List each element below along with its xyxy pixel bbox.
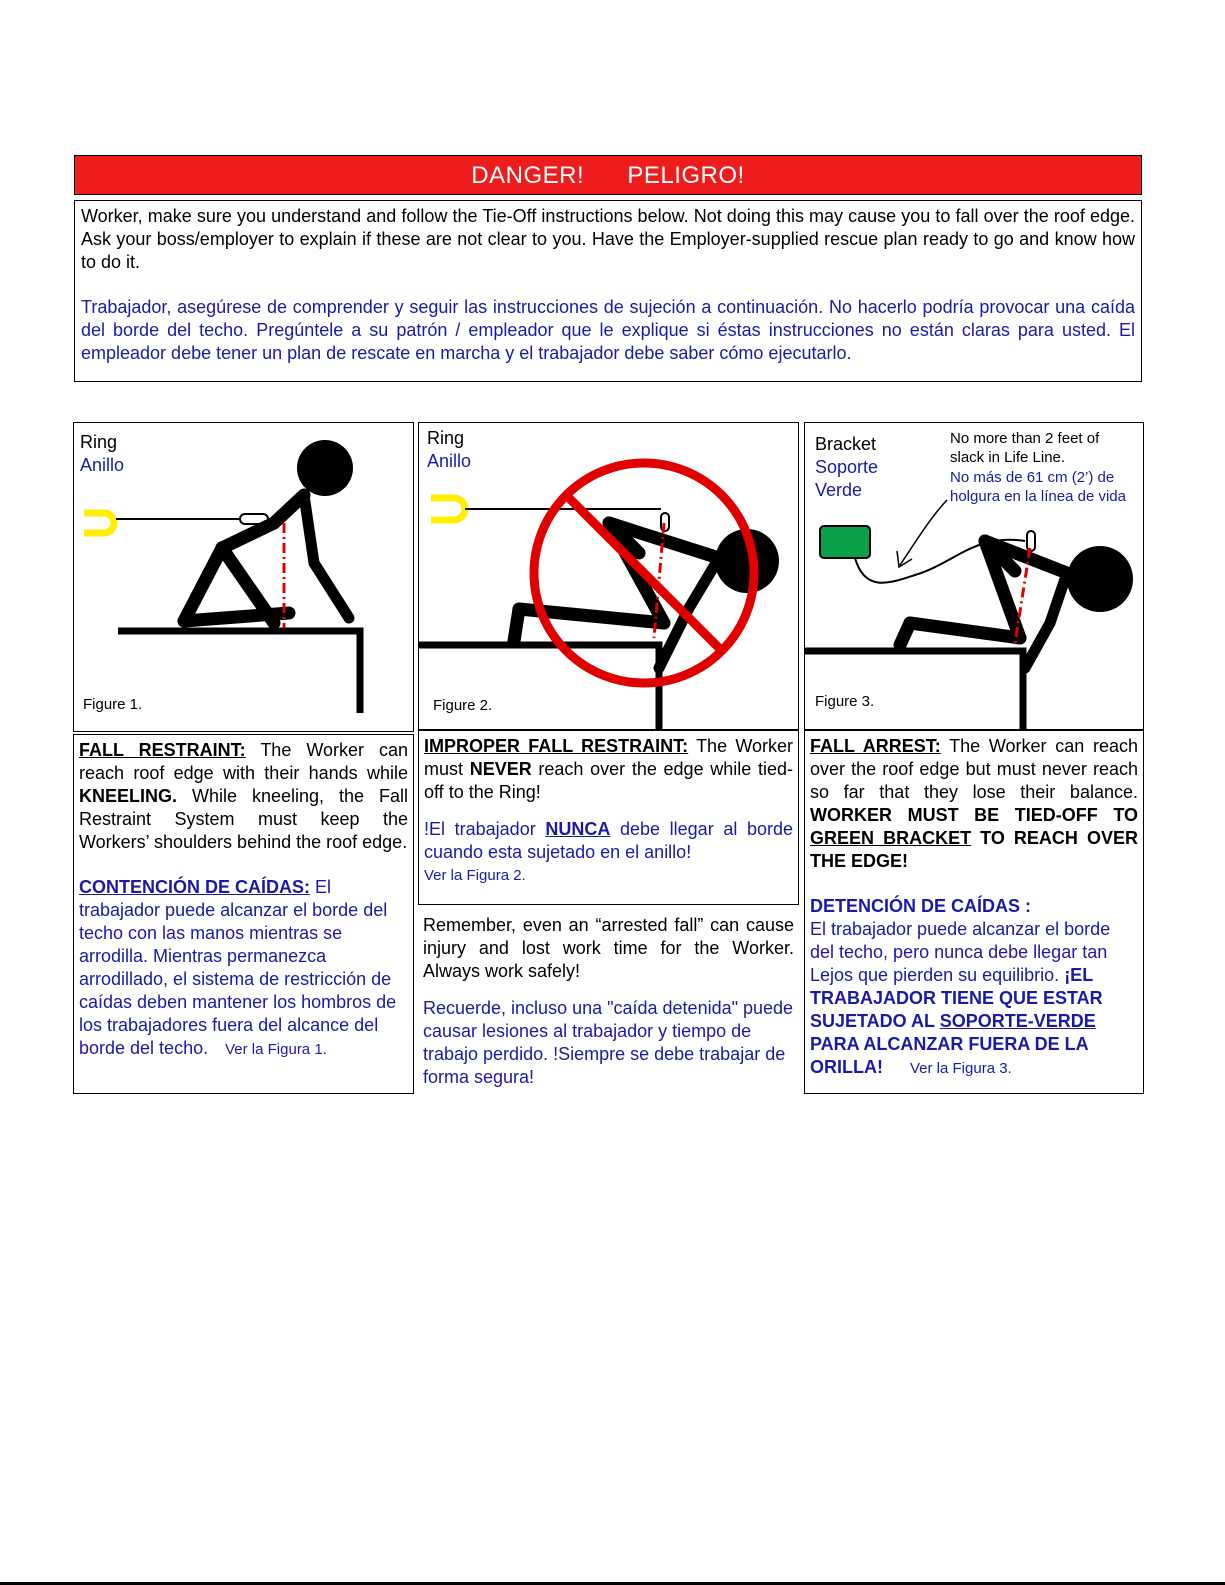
- remember-spanish: Recuerde, incluso una "caída detenida" puede causar lesiones al trabajador y tiempo de trabajo perdido. !Siempre se debe trabajar de forma segura!: [423, 998, 794, 1087]
- figure-2-reference: Ver la Figura 2.: [424, 867, 526, 884]
- anillo-label: Anillo: [427, 451, 472, 471]
- kneeling-emphasis: KNEELING.: [79, 786, 178, 806]
- fall-restraint-body-1: The Worker can reach roof edge with their hands while: [79, 740, 408, 783]
- detencion-heading: DETENCIÓN DE CAÍDAS :: [810, 896, 1032, 916]
- figure-3-reference: Ver la Figura 3.: [910, 1060, 1012, 1077]
- soporte-label: Soporte: [815, 457, 879, 477]
- figure-1-panel: [73, 422, 414, 732]
- anillo-label: Anillo: [80, 455, 125, 475]
- improper-restraint-text: [418, 730, 799, 905]
- never-emphasis: NEVER: [469, 759, 532, 779]
- nunca-emphasis: NUNCA: [545, 819, 611, 839]
- figure-2-panel: [418, 422, 799, 730]
- fall-restraint-body-2: While kneeling, the Fall Restraint System must keep the Workers’ shoulders behind the roof edge.: [79, 786, 408, 852]
- slack-note-spanish: No más de 61 cm (2’) de holgura en la línea de vida: [950, 469, 1126, 505]
- peligro-label: PELIGRO!: [627, 162, 745, 189]
- figure-3-caption: Figure 3.: [815, 693, 875, 710]
- alcanzar-fuera: PARA ALCANZAR FUERA DE LA ORILLA!: [810, 1034, 1088, 1077]
- improper-body-1: The Worker must: [424, 736, 793, 779]
- ring-label: Ring: [427, 428, 465, 448]
- verde-label: Verde: [815, 480, 863, 500]
- nunca-body-2: debe llegar al borde cuando esta sujetado en el anillo!: [424, 819, 794, 862]
- remember-text: [418, 910, 799, 1093]
- tiene-que-estar: ¡EL TRABAJADOR TIENE QUE ESTAR SUJETADO AL: [810, 965, 1103, 1031]
- fall-arrest-text: [804, 730, 1144, 1094]
- danger-banner: [74, 155, 1142, 195]
- figure-1-illustration: [74, 423, 414, 732]
- figure-3-panel: [804, 422, 1144, 730]
- improper-body-2: reach over the edge while tied-off to the Ring!: [424, 759, 793, 802]
- figure-2-caption: Figure 2.: [433, 697, 493, 714]
- fall-restraint-heading: FALL RESTRAINT:: [79, 740, 246, 760]
- intro-english: Worker, make sure you understand and follow the Tie-Off instructions below. Not doing this may cause you to fall over the roof edge. Ask your boss/employer to explain if these are not clear to you. Have the Employer-supplied rescue plan ready to go and know how to do it.: [81, 206, 1135, 272]
- intro-spanish: Trabajador, asegúrese de comprender y seguir las instrucciones de sujeción a continuación. No hacerlo podría provocar una caída del borde del techo. Pregúntele a su patrón / empleador que le explique si éstas instrucciones no están claras para usted. El empleador debe tener un plan de rescate en marcha y el trabajador debe saber cómo ejecutarlo.: [81, 297, 1135, 363]
- contencion-heading: CONTENCIÓN DE CAÍDAS:: [79, 877, 311, 897]
- soporte-verde-emphasis: SOPORTE-VERDE: [939, 1011, 1096, 1031]
- nunca-body-1: !El trabajador: [424, 819, 546, 839]
- green-bracket-emphasis: GREEN BRACKET: [810, 828, 972, 848]
- fall-arrest-body: The Worker can reach over the roof edge but must never reach so far that they lose their balance.: [810, 736, 1138, 802]
- fall-arrest-heading: FALL ARREST:: [810, 736, 941, 756]
- bracket-label: Bracket: [815, 434, 877, 454]
- worker-must-be-tied: WORKER MUST BE TIED-OFF TO: [810, 805, 1138, 825]
- fall-restraint-text: [73, 734, 414, 1094]
- detencion-body: El trabajador puede alcanzar el borde del techo, pero nunca debe llegar tan Lejos que pierden su equilibrio.: [810, 919, 1111, 985]
- ring-label: Ring: [80, 432, 118, 452]
- figure-1-caption: Figure 1.: [83, 696, 143, 713]
- danger-label: DANGER!: [471, 162, 585, 189]
- reach-over-edge: TO REACH OVER THE EDGE!: [810, 828, 1139, 871]
- contencion-body: El trabajador puede alcanzar el borde del techo con las manos mientras se arrodilla. Mientras permanezca arrodillado, el sistema de restricción de caídas deben mantener los hombros de los trabajadores fuera del alcance del borde del techo.: [79, 877, 397, 1058]
- improper-restraint-heading: IMPROPER FALL RESTRAINT:: [424, 736, 689, 756]
- remember-english: Remember, even an “arrested fall” can cause injury and lost work time for the Worker. Always work safely!: [423, 915, 794, 981]
- slack-note-english: No more than 2 feet of slack in Life Line.: [950, 430, 1100, 466]
- figure-2-illustration: [419, 423, 799, 730]
- intro-box: [74, 200, 1142, 382]
- figure-1-reference: Ver la Figura 1.: [225, 1041, 327, 1058]
